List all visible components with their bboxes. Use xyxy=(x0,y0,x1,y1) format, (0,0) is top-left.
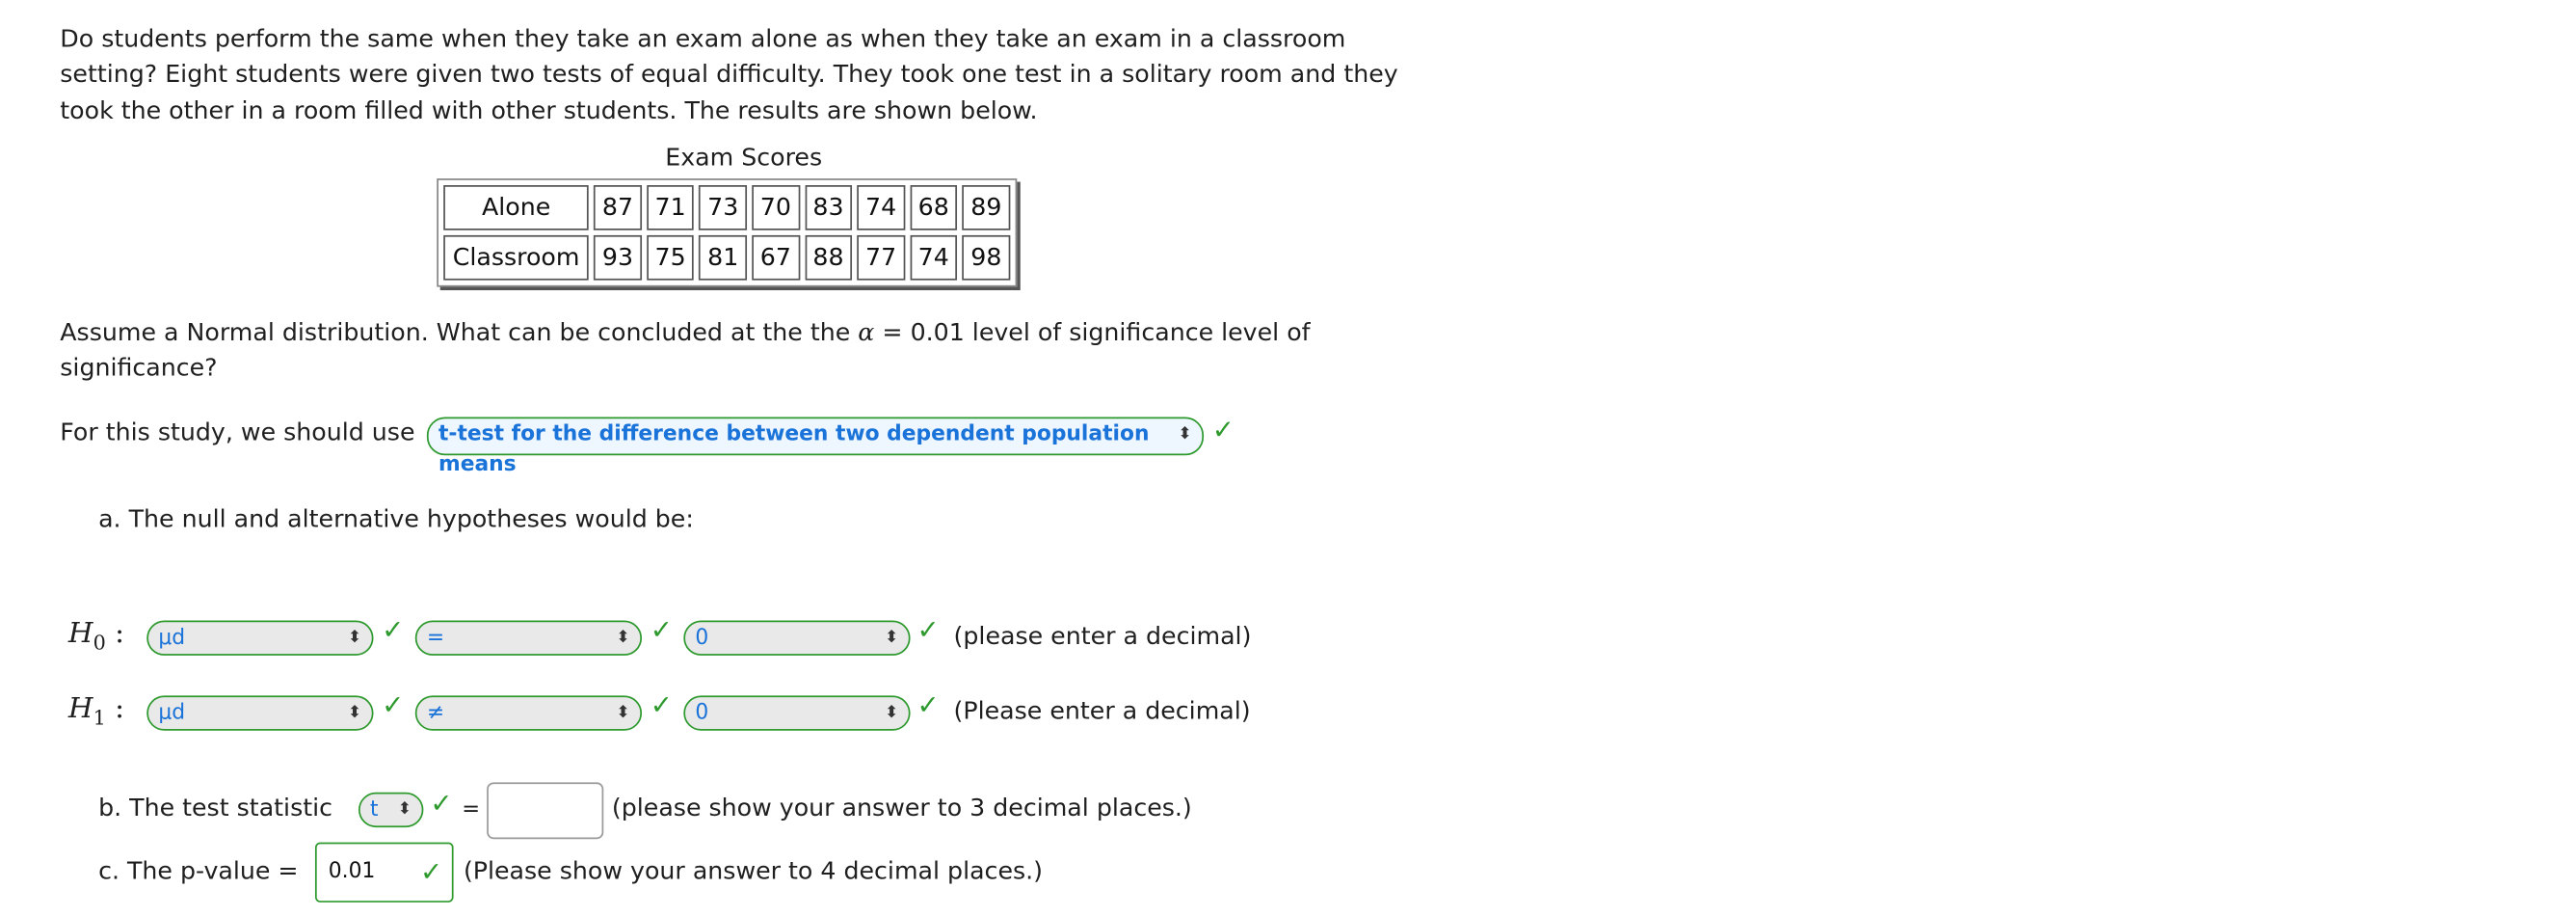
checkmark-icon: ✓ xyxy=(650,688,673,721)
h0-parameter-select[interactable] xyxy=(146,621,373,656)
h1-label xyxy=(68,692,124,730)
exam-scores-table xyxy=(437,178,1017,286)
checkmark-icon: ✓ xyxy=(650,613,673,646)
alpha-symbol: α xyxy=(858,318,875,347)
h0-operator-value: = xyxy=(426,624,445,649)
h1-note: (Please enter a decimal) xyxy=(953,697,1251,726)
h1-symbol: H xyxy=(67,691,93,726)
table-cell: 75 xyxy=(647,235,694,281)
up-down-caret-icon: ⬍ xyxy=(616,704,630,723)
checkmark-icon: ✓ xyxy=(419,855,443,888)
equals-sign: = xyxy=(462,796,481,822)
h0-colon: : xyxy=(115,617,125,651)
h0-parameter-value: μd xyxy=(158,624,186,649)
table-cell: 67 xyxy=(752,235,799,281)
h1-value-select[interactable] xyxy=(683,695,910,730)
part-a-label: a. The null and alternative hypotheses would be: xyxy=(98,505,694,534)
h0-label xyxy=(68,617,124,655)
p-value-input[interactable] xyxy=(315,843,454,903)
table-row-alone xyxy=(443,185,1010,230)
assumption-line-1 xyxy=(60,315,1444,351)
up-down-caret-icon: ⬍ xyxy=(347,704,362,723)
table-cell: 87 xyxy=(594,185,641,230)
test-statistic-input[interactable] xyxy=(487,782,603,839)
h0-value-select[interactable] xyxy=(683,621,910,656)
study-prefix: For this study, we should use xyxy=(60,418,415,447)
table-cell: 71 xyxy=(647,185,694,230)
test-type-value: t-test for the difference between two dependent population means xyxy=(438,419,1150,476)
h1-value-value: 0 xyxy=(695,698,709,724)
h0-symbol: H xyxy=(67,617,93,651)
assumption-text xyxy=(60,315,1444,387)
table-cell: 68 xyxy=(910,185,957,230)
table-cell: 83 xyxy=(805,185,852,230)
table-cell: 88 xyxy=(805,235,852,281)
checkmark-icon: ✓ xyxy=(1211,414,1235,445)
checkmark-icon: ✓ xyxy=(916,613,940,646)
table-cell: 81 xyxy=(699,235,746,281)
h1-subscript: 1 xyxy=(93,706,106,730)
table-cell: 70 xyxy=(752,185,799,230)
intro-line-1: Do students perform the same when they take an exam alone as when they take an exam in a classroom xyxy=(60,24,1346,54)
test-type-select[interactable] xyxy=(427,418,1204,476)
p-value-answer: 0.01 xyxy=(328,857,376,883)
question-intro xyxy=(60,21,1444,128)
table-cell: 93 xyxy=(594,235,641,281)
assumption-line-2: significance? xyxy=(60,354,218,383)
row-label: Alone xyxy=(443,185,589,230)
table-row-classroom xyxy=(443,235,1010,281)
h1-parameter-select[interactable] xyxy=(146,695,373,730)
assumption-text-b: = 0.01 level of significance level of xyxy=(874,318,1311,347)
intro-line-3: took the other in a room filled with other students. The results are shown below. xyxy=(60,96,1038,125)
h0-value-value: 0 xyxy=(695,624,709,649)
intro-line-2: setting? Eight students were given two tests of equal difficulty. They took one test in a solitary room and they xyxy=(60,60,1398,90)
up-down-caret-icon: ⬍ xyxy=(347,629,362,648)
part-c-label: c. The p-value = xyxy=(98,857,299,886)
table-cell: 98 xyxy=(963,235,1010,281)
assumption-text-a: Assume a Normal distribution. What can be concluded at the the xyxy=(60,318,859,347)
up-down-caret-icon: ⬍ xyxy=(1178,425,1192,445)
up-down-caret-icon: ⬍ xyxy=(397,800,412,820)
h1-colon: : xyxy=(115,691,125,726)
table-cell: 77 xyxy=(857,235,904,281)
checkmark-icon: ✓ xyxy=(382,688,405,721)
up-down-caret-icon: ⬍ xyxy=(884,704,899,723)
h1-operator-value: ≠ xyxy=(426,698,445,724)
checkmark-icon: ✓ xyxy=(430,787,453,820)
up-down-caret-icon: ⬍ xyxy=(884,629,899,648)
checkmark-icon: ✓ xyxy=(382,613,405,646)
table-cell: 74 xyxy=(857,185,904,230)
h0-operator-select[interactable] xyxy=(415,621,642,656)
h0-subscript: 0 xyxy=(93,631,106,655)
h0-note: (please enter a decimal) xyxy=(953,622,1252,651)
checkmark-icon: ✓ xyxy=(916,688,940,721)
h1-operator-select[interactable] xyxy=(415,695,642,730)
row-label: Classroom xyxy=(443,235,589,281)
part-c-note: (Please show your answer to 4 decimal places.) xyxy=(463,857,1044,886)
h1-parameter-value: μd xyxy=(158,698,186,724)
test-statistic-select[interactable] xyxy=(359,793,423,827)
test-statistic-value: t xyxy=(370,795,379,822)
up-down-caret-icon: ⬍ xyxy=(616,629,630,648)
table-cell: 89 xyxy=(963,185,1010,230)
part-b-note: (please show your answer to 3 decimal places.) xyxy=(611,794,1192,822)
part-b-label: b. The test statistic xyxy=(98,794,333,822)
table-caption: Exam Scores xyxy=(665,143,823,173)
table-cell: 73 xyxy=(699,185,746,230)
table-cell: 74 xyxy=(910,235,957,281)
